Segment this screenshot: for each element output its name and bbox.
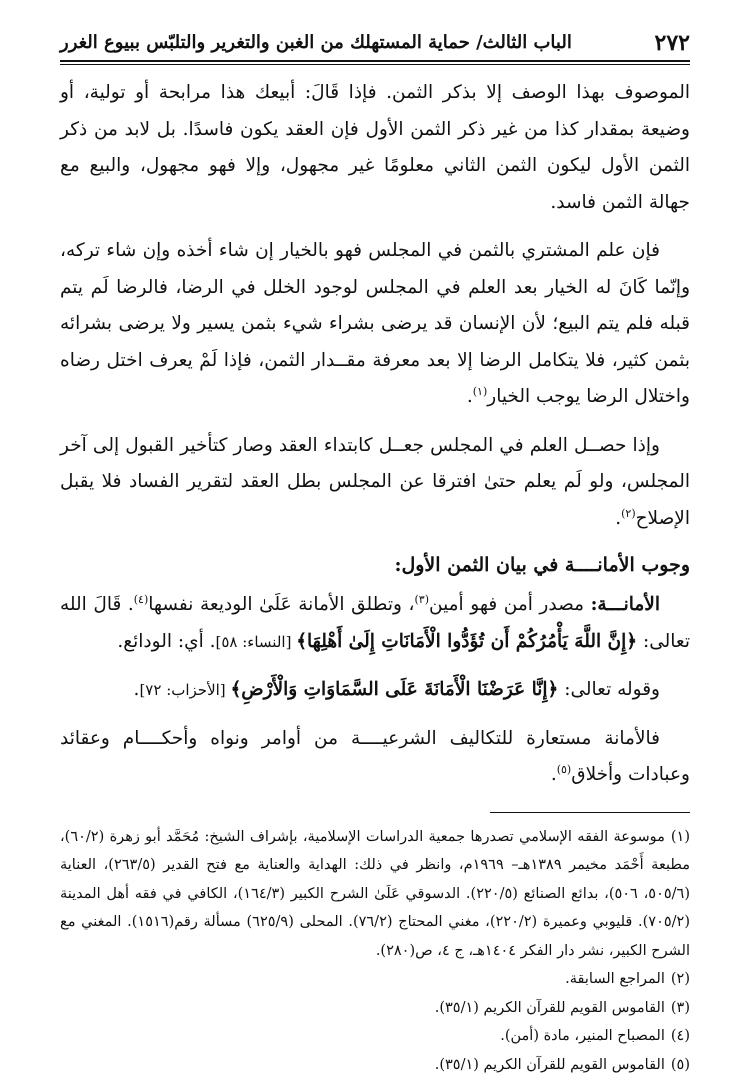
last-paragraph-text: فالأمانة مستعارة للتكاليف الشرعيــــة من أوامر ونواه وأحكــــام وعقائد وعبادات وأخلاق: [60, 727, 690, 785]
footnote-3-text: القاموس القويم للقرآن الكريم (٣٥/١).: [434, 999, 665, 1016]
page-number: ٢٧٢: [654, 30, 690, 56]
paragraph-2-text: فإن علم المشتري بالثمن في المجلس فهو بالخيار إن شاء أخذه وإن شاء تركه، وإنّما كَانَ له الخيار بعد العلم في المجلس لوجود الخلل في الرضا، فالرضا لَم يتم قبله فلم يتم البيع؛ لأن الإنسان قد يرضى بشراء شيء بثمن يسير ولا يرضى بشرائه بثمن كثير، فلا يتكامل الرضا إلا بعد معرفة مقــدار الثمن، فإذا لَمْ يعرف اختل رضاه واختلال الرضا يوجب الخيار: [60, 240, 690, 407]
footnote-4-number: (٤): [670, 1028, 690, 1044]
amana-term: الأمانـــة:: [590, 594, 660, 615]
amana-paragraph: [60, 587, 690, 660]
footnote-2-number: (٢): [670, 971, 690, 987]
paragraph-3-text: وإذا حصــل العلم في المجلس جعــل كابتداء العقد وصار كتأخير القبول إلى آخر المجلس، ولو لَم يعلم حتىٰ افترقا عن المجلس بطل العقد لتقرير الفساد فلا يقبل الإصلاح: [60, 434, 690, 529]
footnote-marker-3[interactable]: (٣): [414, 592, 429, 606]
footnote-3: [60, 994, 690, 1023]
footnote-3-number: (٣): [670, 999, 690, 1016]
footnote-4: [60, 1022, 690, 1051]
footnote-1: [60, 823, 690, 966]
quran-verse-1: ﴿إِنَّ اللَّهَ يَأْمُرُكُمْ أَن تُؤَدُّوا الْأَمَانَاتِ إِلَىٰ أَهْلِهَا﴾: [296, 630, 638, 652]
footnote-5-number: (٥): [670, 1056, 690, 1073]
footnote-marker-4[interactable]: (٤): [133, 592, 149, 606]
book-page: [60, 30, 690, 1079]
paragraph-1-text: الموصوف بهذا الوصف إلا بذكر الثمن. فإذا قَالَ: أبيعك هذا مرابحة أو تولية، أو وضيعة بمقدار كذا من غير ذكر الثمن الأول فإن العقد يكون فاسدًا. بل لابد من ذكر الثمن الأول ليكون الثمن الثاني معلومًا غير مجهول، وإلا فهو مجهول، والبيع مع جهالة الثمن فاسد.: [60, 82, 690, 213]
paragraph-2: [60, 233, 690, 416]
header-rule: [60, 60, 690, 65]
section-heading: وجوب الأمانــــة في بيان الثمن الأول:: [394, 554, 690, 576]
footnote-5-text: القاموس القويم للقرآن الكريم (٣٥/١).: [434, 1056, 665, 1073]
footnote-5: [60, 1051, 690, 1080]
footnote-1-number: (١): [670, 828, 690, 845]
amana-text-2: ، وتطلق الأمانة عَلَىٰ الوديعة نفسها: [148, 594, 415, 615]
paragraph-3-tail: .: [615, 507, 622, 529]
verse-paragraph-tail: .: [133, 679, 140, 700]
footnote-4-text: المصباح المنير، مادة (أمن).: [500, 1028, 665, 1044]
footnote-marker-2[interactable]: (٢): [621, 506, 636, 520]
footnote-2-text: المراجع السابقة.: [565, 971, 665, 987]
verse-reference-1: [النساء: ٥٨]: [215, 632, 297, 651]
amana-text-3: . قَالَ الله تعالى:: [60, 594, 690, 652]
footnote-2: [60, 965, 690, 994]
footnote-marker-1[interactable]: (١): [472, 384, 488, 398]
chapter-title: الباب الثالث/ حماية المستهلك من الغبن والتغرير والتلبّس ببيوع الغرر: [60, 32, 572, 53]
footnote-separator: [490, 812, 690, 813]
paragraph-1: [60, 75, 690, 221]
verse-paragraph-text: وقوله تعالى:: [558, 679, 660, 700]
paragraph-3: [60, 428, 690, 538]
footnote-1-text: موسوعة الفقه الإسلامي تصدرها جمعية الدراسات الإسلامية، بإشراف الشيخ: مُحَمَّد أبو زهرة (٦٠/٢)، مطبعة أَحْمَد مخيمر ١٣٨٩هـ– ١٩٦٩م، وانظر في ذلك: الهداية والعناية مع فتح القدير (٢٦٣/٥)، العناية (٥٠٥/٦، ٥٠٦)، بدائع الصنائع (٢٢٠/٥). الدسوقي عَلَىٰ الشرح الكبير (١٦٤/٣)، الكافي في فقه أهل المدينة (٧٠٥/٢). قليوبي وعميرة (٢٢٠/٢)، مغني المحتاج (٧٦/٢). المحلى (٦٢٥/٩) مسألة رقم(١٥١٦). المغني مع الشرح الكبير، نشر دار الفكر ١٤٠٤هـ، ج ٤، ص(٢٨٠).: [60, 828, 691, 959]
footnote-marker-5[interactable]: (٥): [556, 762, 572, 776]
amana-text-4: . أي: الودائع.: [117, 630, 216, 652]
last-paragraph-tail: .: [550, 764, 557, 785]
amana-text-1: مصدر أمن فهو أمين: [428, 594, 591, 615]
footnotes: [60, 823, 690, 1080]
paragraph-2-tail: .: [466, 386, 473, 407]
verse-reference-2: [الأحزاب: ٧٢]: [139, 681, 231, 699]
last-paragraph: [60, 721, 690, 794]
quran-verse-2: ﴿إِنَّا عَرَضْنَا الْأَمَانَةَ عَلَى السَّمَاوَاتِ وَالْأَرْضِ﴾: [230, 679, 559, 700]
page-header: [60, 30, 690, 60]
verse-paragraph: [60, 672, 690, 709]
